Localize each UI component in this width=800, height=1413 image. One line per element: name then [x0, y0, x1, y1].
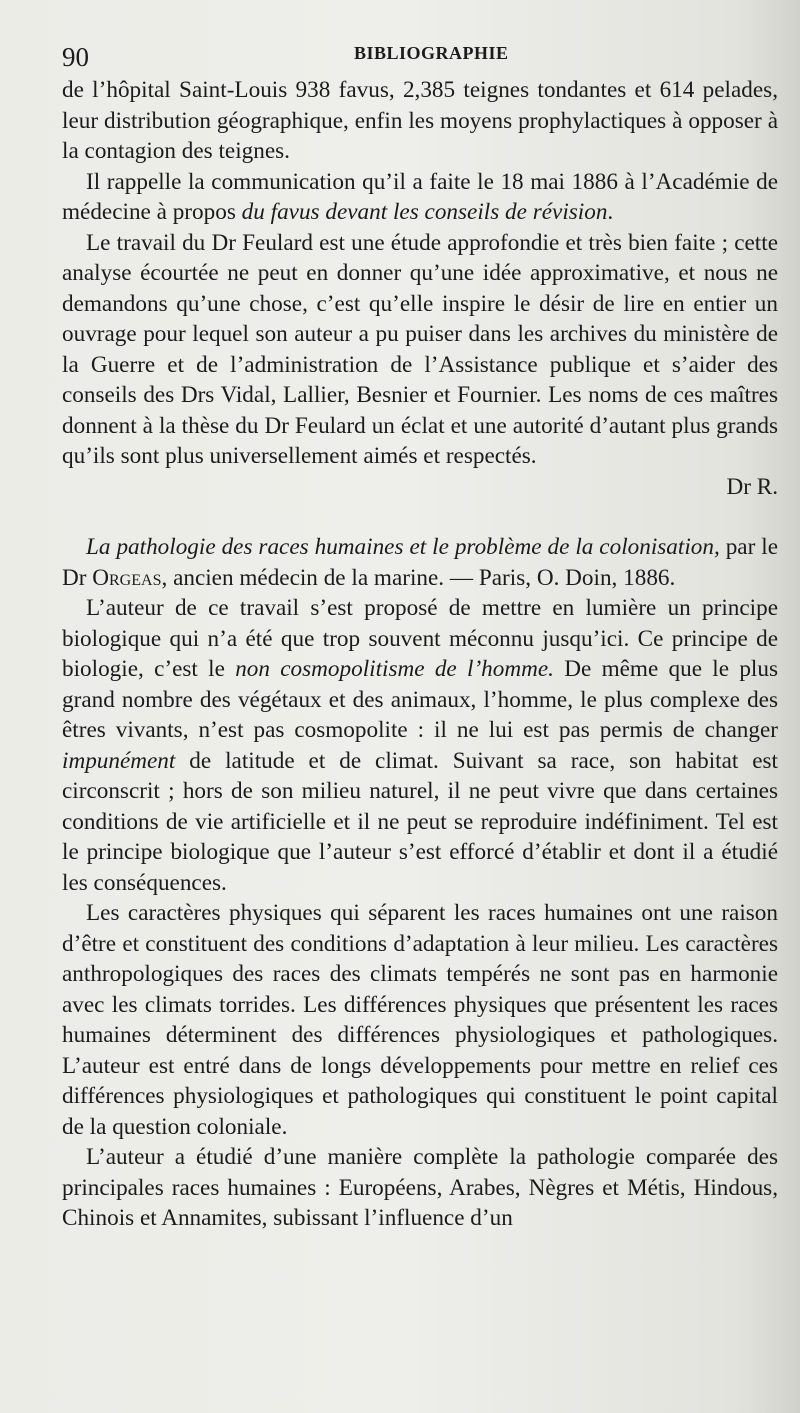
review2-paragraph-3: L’auteur a étudié d’une manière complète la pathologie comparée des principales races humaines : Européens, Arabes, Nègres et Métis, Hindous, Chinois et Annamites, subissant l’influence d’un	[62, 1144, 778, 1231]
running-head: BIBLIOGRAPHIE	[354, 43, 509, 63]
review1-paragraph-3: Le travail du Dr Feulard est une étude approfondie et très bien faite ; cette analyse écourtée ne peut en donner qu’une idée approximative, et nous ne demandons qu’une chose, c’est qu’elle inspire le désir de lire en entier un ouvrage pour lequel son auteur a pu puiser dans les archives du ministère de la Guerre et de l’administration de l’Assistance publique et s’aider des conseils des Drs Vidal, Lallier, Besnier et Fournier. Les noms de ces maîtres donnent à la thèse du Dr Feulard un éclat et une autorité d’autant plus grands qu’ils sont plus universellement aimés et respectés.	[62, 229, 778, 469]
section-gap	[62, 502, 778, 532]
review1-paragraph-2	[62, 167, 778, 228]
page-number: 90	[62, 42, 89, 72]
review2-p1-italic: non cosmopolitisme de l’homme.	[235, 656, 554, 682]
review1-paragraph-1: de l’hôpital Saint-Louis 938 favus, 2,385 teignes tondantes et 614 pelades, leur distribution géographique, enfin les moyens prophylactiques à opposer à la contagion des teignes.	[62, 77, 778, 164]
review2-paragraph-1	[62, 593, 778, 898]
review2-author: Orgeas	[92, 564, 162, 591]
review1-p2-text: Il rappelle la communication qu’il a faite le 18 mai 1886 à l’Académie de médecine à propos	[62, 168, 778, 225]
review2-reference	[62, 532, 778, 593]
review2-p1-italic-2: impunément	[62, 747, 176, 774]
review1-signature: Dr R.	[726, 473, 778, 500]
page-header	[62, 38, 782, 78]
review2-title: La pathologie des races humaines et le problème de la colonisation,	[86, 534, 720, 560]
review2-author-rest: , ancien médecin de la marine. — Paris, O. Doin, 1886.	[161, 564, 676, 591]
review2-by: par le Dr	[62, 534, 778, 591]
body-text	[62, 75, 778, 1234]
review1-p2-end: .	[607, 199, 614, 225]
review2-paragraph-2: Les caractères physiques qui séparent les races humaines ont une raison d’être et constituent des conditions d’adaptation à leur milieu. Les caractères anthropologiques des races des climats tempérés ne sont pas en harmonie avec les climats torrides. Les différences physiques que présentent les races humaines déterminent des différences physiologiques et pathologiques. L’auteur est entré dans de longs développements pour mettre en relief ces différences physiologiques et pathologiques qui constituent le point capital de la question coloniale.	[62, 900, 778, 1140]
review1-p2-italic: du favus devant les conseils de révision	[241, 199, 608, 225]
review2-p1-text-a: L’auteur de ce travail s’est proposé de mettre en lumière un principe biologique qui n’a été que trop souvent méconnu jusqu’ici. Ce principe de biologie, c’est le	[62, 595, 778, 682]
review2-p1-text-b: De même que le plus grand nombre des végétaux et des animaux, l’homme, le plus complexe des êtres vivants, n’est pas cosmopolite : il ne lui est pas permis de changer	[62, 656, 778, 743]
review2-p1-text-c: de latitude et de climat. Suivant sa race, son habitat est circonscrit ; hors de son milieu naturel, il ne peut vivre que dans certaines conditions de vie artificielle et il ne peut se reproduire indéfiniment. Tel est le principe biologique que l’auteur s’est efforcé d’établir et dont il a étudié les conséquences.	[62, 747, 778, 896]
